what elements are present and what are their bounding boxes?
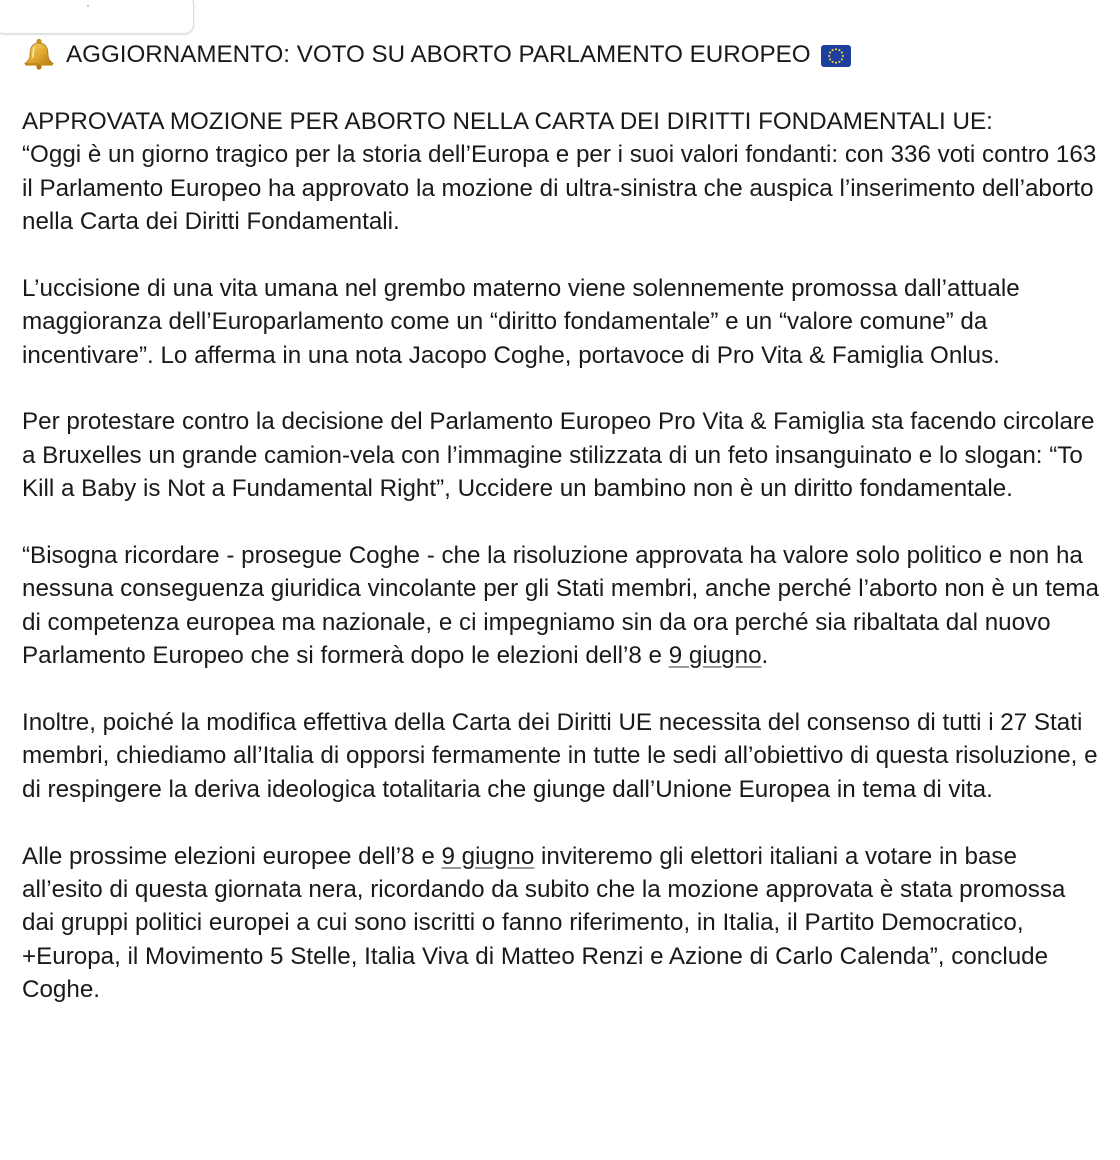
date-link-9-giugno-2[interactable]: 9 giugno [441, 842, 535, 870]
paragraph-5: Inoltre, poiché la modifica effettiva della Carta dei Diritti UE necessita del consenso di tutti i 27 Stati membri, chiediamo all’Italia di opporsi fermamente in tutte le sedi all’obiettivo di questa risoluzione, e di respingere la deriva ideologica totalitaria che giunge dall’Unione Europea in tema di vita. [22, 709, 1098, 803]
paragraph-2: L’uccisione di una vita umana nel grembo materno viene solennemente promossa dall’attuale maggioranza dell’Europarlamento come un “diritto fondamentale” e un “valore comune” da incentivare”. Lo afferma in una nota Jacopo Coghe, portavoce di Pro Vita & Famiglia Onlus. [22, 274, 1020, 369]
post-headline [22, 38, 1102, 71]
paragraph-4-text: “Bisogna ricordare - prosegue Coghe - che la risoluzione approvata ha valore solo politico e non ha nessuna conseguenza giuridica vincolante per gli Stati membri, anche perché l’aborto non è un tema di competenza europea ma nazionale, e ci impegniamo sin da ora perché sia ribaltata dal nuovo Parlamento Europeo che si formerà dopo le elezioni dell’8 e [22, 542, 1099, 670]
paragraph-6-text: inviteremo gli elettori italiani a votare in base all’esito di questa giornata nera, ricordando da subito che la mozione approvata è stata promossa dai gruppi politici europei a cui sono iscritti o fanno riferimento, in Italia, il Partito Democratico, +Europa, il Movimento 5 Stelle, Italia Viva di Matteo Renzi e Azione di Carlo Calenda”, conclude Coghe. [22, 842, 1066, 1004]
bell-icon [22, 38, 56, 70]
top-tab-edge [0, 0, 194, 34]
tab-dot [87, 5, 89, 7]
post-body [22, 38, 1102, 1040]
date-link-9-giugno[interactable]: 9 giugno [668, 642, 762, 670]
paragraph-1 [22, 105, 1102, 239]
paragraph-1-body: “Oggi è un giorno tragico per la storia dell’Europa e per i suoi valori fondanti: con 336 voti contro 163 il Parlamento Europeo ha approvato la mozione di ultra-sinistra che auspica l’inserimento dell’aborto nella Carta dei Diritti Fondamentali. [22, 141, 1097, 236]
paragraph-4 [22, 539, 1102, 673]
paragraph-4-end: . [761, 642, 769, 670]
eu-flag-icon [821, 43, 851, 65]
paragraph-6-start: Alle prossime elezioni europee dell’8 e [22, 842, 442, 870]
paragraph-3: Per protestare contro la decisione del Parlamento Europeo Pro Vita & Famiglia sta facendo circolare a Bruxelles un grande camion-vela con l’immagine stilizzata di un feto insanguinato e lo slogan: “To Kill a Baby is Not a Fundamental Right”, Uccidere un bambino non è un diritto fondamentale. [22, 408, 1095, 503]
paragraph-1-title: APPROVATA MOZIONE PER ABORTO NELLA CARTA DEI DIRITTI FONDAMENTALI UE: [22, 107, 993, 135]
headline-text: AGGIORNAMENTO: VOTO SU ABORTO PARLAMENTO EUROPEO [66, 41, 811, 68]
paragraph-6 [22, 840, 1102, 1007]
